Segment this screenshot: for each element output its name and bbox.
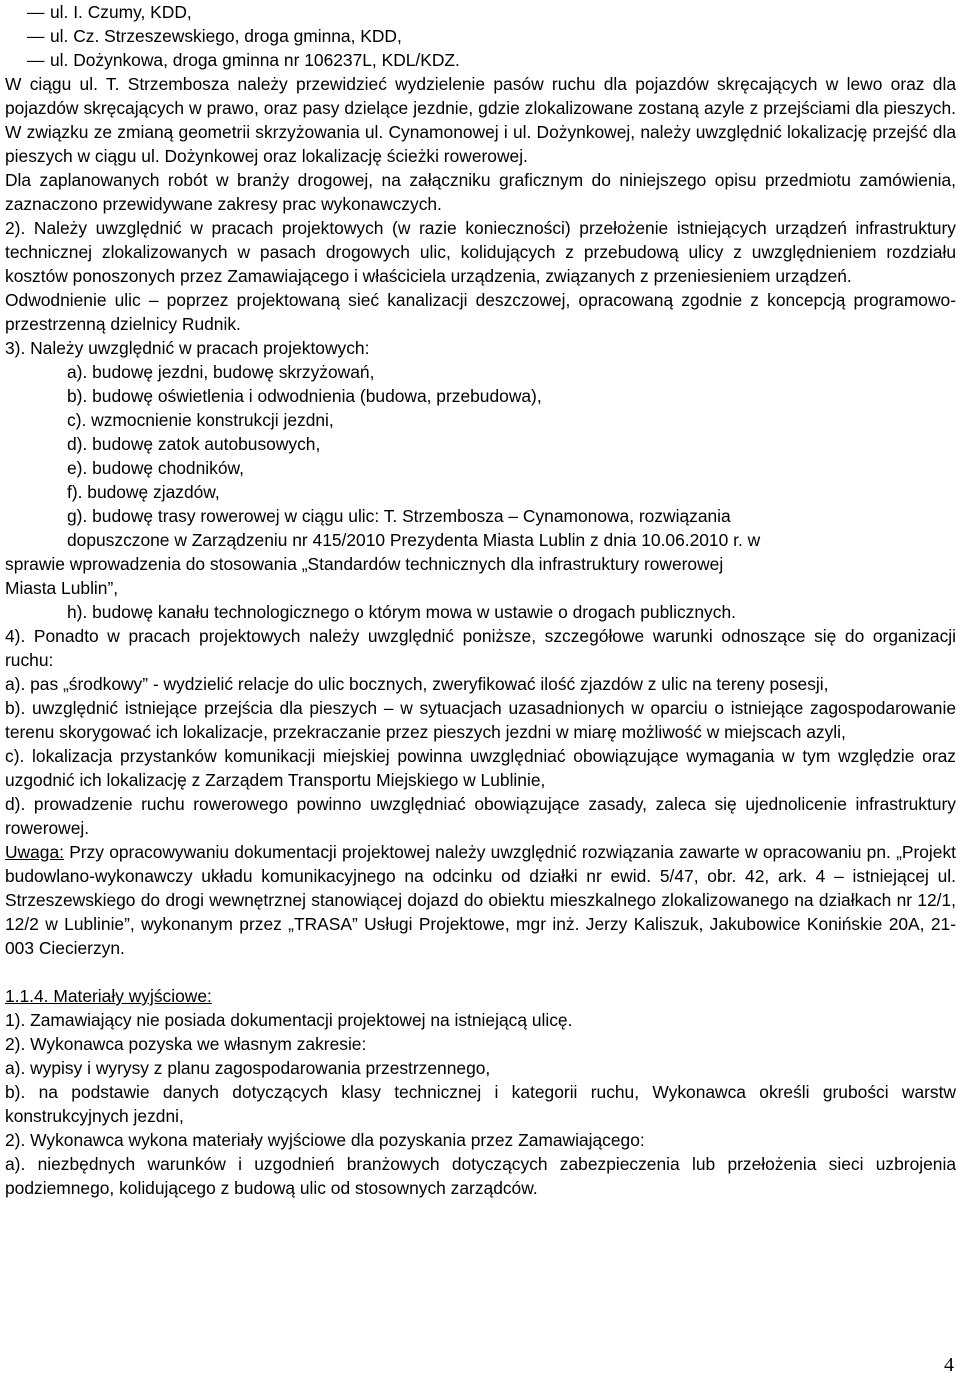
list-item: a). pas „środkowy” - wydzielić relacje do ulic bocznych, zweryfikować ilość zjazdów z ulic na tereny posesji, bbox=[5, 674, 829, 694]
dash-marker bbox=[5, 24, 50, 48]
page-number: 4 bbox=[944, 1354, 954, 1376]
list-item: a). wypisy i wyrysy z planu zagospodarowania przestrzennego, bbox=[5, 1058, 491, 1078]
point-3-list bbox=[5, 360, 956, 624]
paragraph-point-4: 4). Ponadto w pracach projektowych należy uwzględnić poniższe, szczegółowe warunki odnoszące się do organizacji ruchu: bbox=[5, 626, 956, 670]
document-page bbox=[5, 0, 956, 1200]
paragraph-odwodnienie: Odwodnienie ulic – poprzez projektowaną sieć kanalizacji deszczowej, opracowaną zgodnie z koncepcją programowo-przestrzenną dzielnicy Rudnik. bbox=[5, 290, 956, 334]
list-item: 1). Zamawiający nie posiada dokumentacji projektowej na istniejącą ulicę. bbox=[5, 1010, 573, 1030]
list-item-g-line3: sprawie wprowadzenia do stosowania „Standardów technicznych dla infrastruktury rowerowej bbox=[5, 554, 724, 574]
list-item: — ul. Dożynkowa, droga gminna nr 106237L, KDL/KDZ. bbox=[5, 48, 956, 72]
list-item: — ul. I. Czumy, KDD, bbox=[5, 0, 956, 24]
list-item: b). na podstawie danych dotyczących klasy technicznej i kategorii ruchu, Wykonawca określi grubości warstw konstrukcyjnych jezdni, bbox=[5, 1082, 956, 1126]
section-heading: 1.1.4. Materiały wyjściowe: bbox=[5, 986, 212, 1006]
materials-list bbox=[5, 1008, 956, 1200]
uwaga-text: Przy opracowywaniu dokumentacji projektowej należy uwzględnić rozwiązania zawarte w opracowaniu pn. „Projekt budowlano-wykonawczy układu komunikacyjnego na odcinku od działki nr ewid. 5/47, obr. 42, ark. 4 – istniejącej ul. Strzeszewskiego do drogi wewnętrznej stanowiącej dojazd do obiektu mieszkalnego zlokalizowanego na działkach nr 12/1, 12/2 w Lublinie”, wykonanym przez „TRASA” Usługi Projektowe, mgr inż. Jerzy Kaliszuk, Jakubowice Konińskie 20A, 21-003 Ciecierzyn. bbox=[5, 842, 956, 958]
list-item: a). niezbędnych warunków i uzgodnień branżowych dotyczących zabezpieczenia lub przełożenia sieci uzbrojenia podziemnego, kolidującego z budową ulic od stosownych zarządców. bbox=[5, 1154, 956, 1198]
list-item-g-line2: dopuszczone w Zarządzeniu nr 415/2010 Prezydenta Miasta Lublin z dnia 10.06.2010 r. w bbox=[67, 530, 761, 550]
paragraph-zakresy: Dla zaplanowanych robót w branży drogowej, na załączniku graficznym do niniejszego opisu przedmiotu zamówienia, zaznaczono przewidywane zakresy prac wykonawczych. bbox=[5, 170, 956, 214]
list-item: c). lokalizacja przystanków komunikacji miejskiej powinna uwzględniać obowiązujące wymagania w tym względzie oraz uzgodnić ich lokalizację z Zarządem Transportu Miejskiego w Lublinie, bbox=[5, 746, 956, 790]
list-item: b). uwzględnić istniejące przejścia dla pieszych – w sytuacjach uzasadnionych w oparciu o istniejące zagospodarowanie terenu skorygować ich lokalizacje, przekraczanie przez pieszych jezdni w miarę możliwość w miejscach azyli, bbox=[5, 698, 956, 742]
list-item-h: h). budowę kanału technologicznego o którym mowa w ustawie o drogach publicznych. bbox=[67, 602, 736, 622]
list-item: 2). Wykonawca pozyska we własnym zakresie: bbox=[5, 1034, 367, 1054]
paragraph-uwaga bbox=[5, 840, 956, 960]
list-item: — ul. Cz. Strzeszewskiego, droga gminna, KDD, bbox=[5, 24, 956, 48]
paragraph-strzembosza: W ciągu ul. T. Strzembosza należy przewidzieć wydzielenie pasów ruchu dla pojazdów skręcających w lewo oraz dla pojazdów skręcających w prawo, oraz pasy dzielące jezdnie, gdzie zlokalizowane zostaną azyle z przejściami dla pieszych. W związku ze zmianą geometrii skrzyżowania ul. Cynamonowej i ul. Dożynkowej, należy uwzględnić lokalizację przejść dla pieszych w ciągu ul. Dożynkowej oraz lokalizację ścieżki rowerowej. bbox=[5, 74, 956, 166]
list-item: d). budowę zatok autobusowych, bbox=[67, 434, 321, 454]
dash-marker bbox=[5, 48, 50, 72]
point-4-list bbox=[5, 672, 956, 840]
list-item: e). budowę chodników, bbox=[67, 458, 244, 478]
list-item: b). budowę oświetlenia i odwodnienia (budowa, przebudowa), bbox=[67, 386, 542, 406]
spacer bbox=[5, 960, 956, 984]
dash-marker bbox=[5, 0, 50, 24]
paragraph-point-3: 3). Należy uwzględnić w pracach projektowych: bbox=[5, 338, 370, 358]
list-item-g-line4: Miasta Lublin”, bbox=[5, 578, 119, 598]
list-item: f). budowę zjazdów, bbox=[67, 482, 220, 502]
list-item: d). prowadzenie ruchu rowerowego powinno uwzględniać obowiązujące zasady, zaleca się ujednolicenie infrastruktury rowerowej. bbox=[5, 794, 956, 838]
list-item: a). budowę jezdni, budowę skrzyżowań, bbox=[67, 362, 375, 382]
list-item: c). wzmocnienie konstrukcji jezdni, bbox=[67, 410, 334, 430]
uwaga-label: Uwaga: bbox=[5, 842, 64, 862]
paragraph-point-2: 2). Należy uwzględnić w pracach projektowych (w razie konieczności) przełożenie istniejących urządzeń infrastruktury technicznej zlokalizowanych w pasach drogowych ulic, kolidujących z przebudową ulicy z uwzględnieniem rozdziału kosztów ponoszonych przez Zamawiającego i właściciela urządzenia, związanych z przeniesieniem urządzeń. bbox=[5, 218, 956, 286]
list-item: 2). Wykonawca wykona materiały wyjściowe dla pozyskania przez Zamawiającego: bbox=[5, 1130, 645, 1150]
street-list bbox=[5, 0, 956, 72]
list-item-g-line1: g). budowę trasy rowerowej w ciągu ulic: T. Strzembosza – Cynamonowa, rozwiązania bbox=[67, 506, 731, 526]
